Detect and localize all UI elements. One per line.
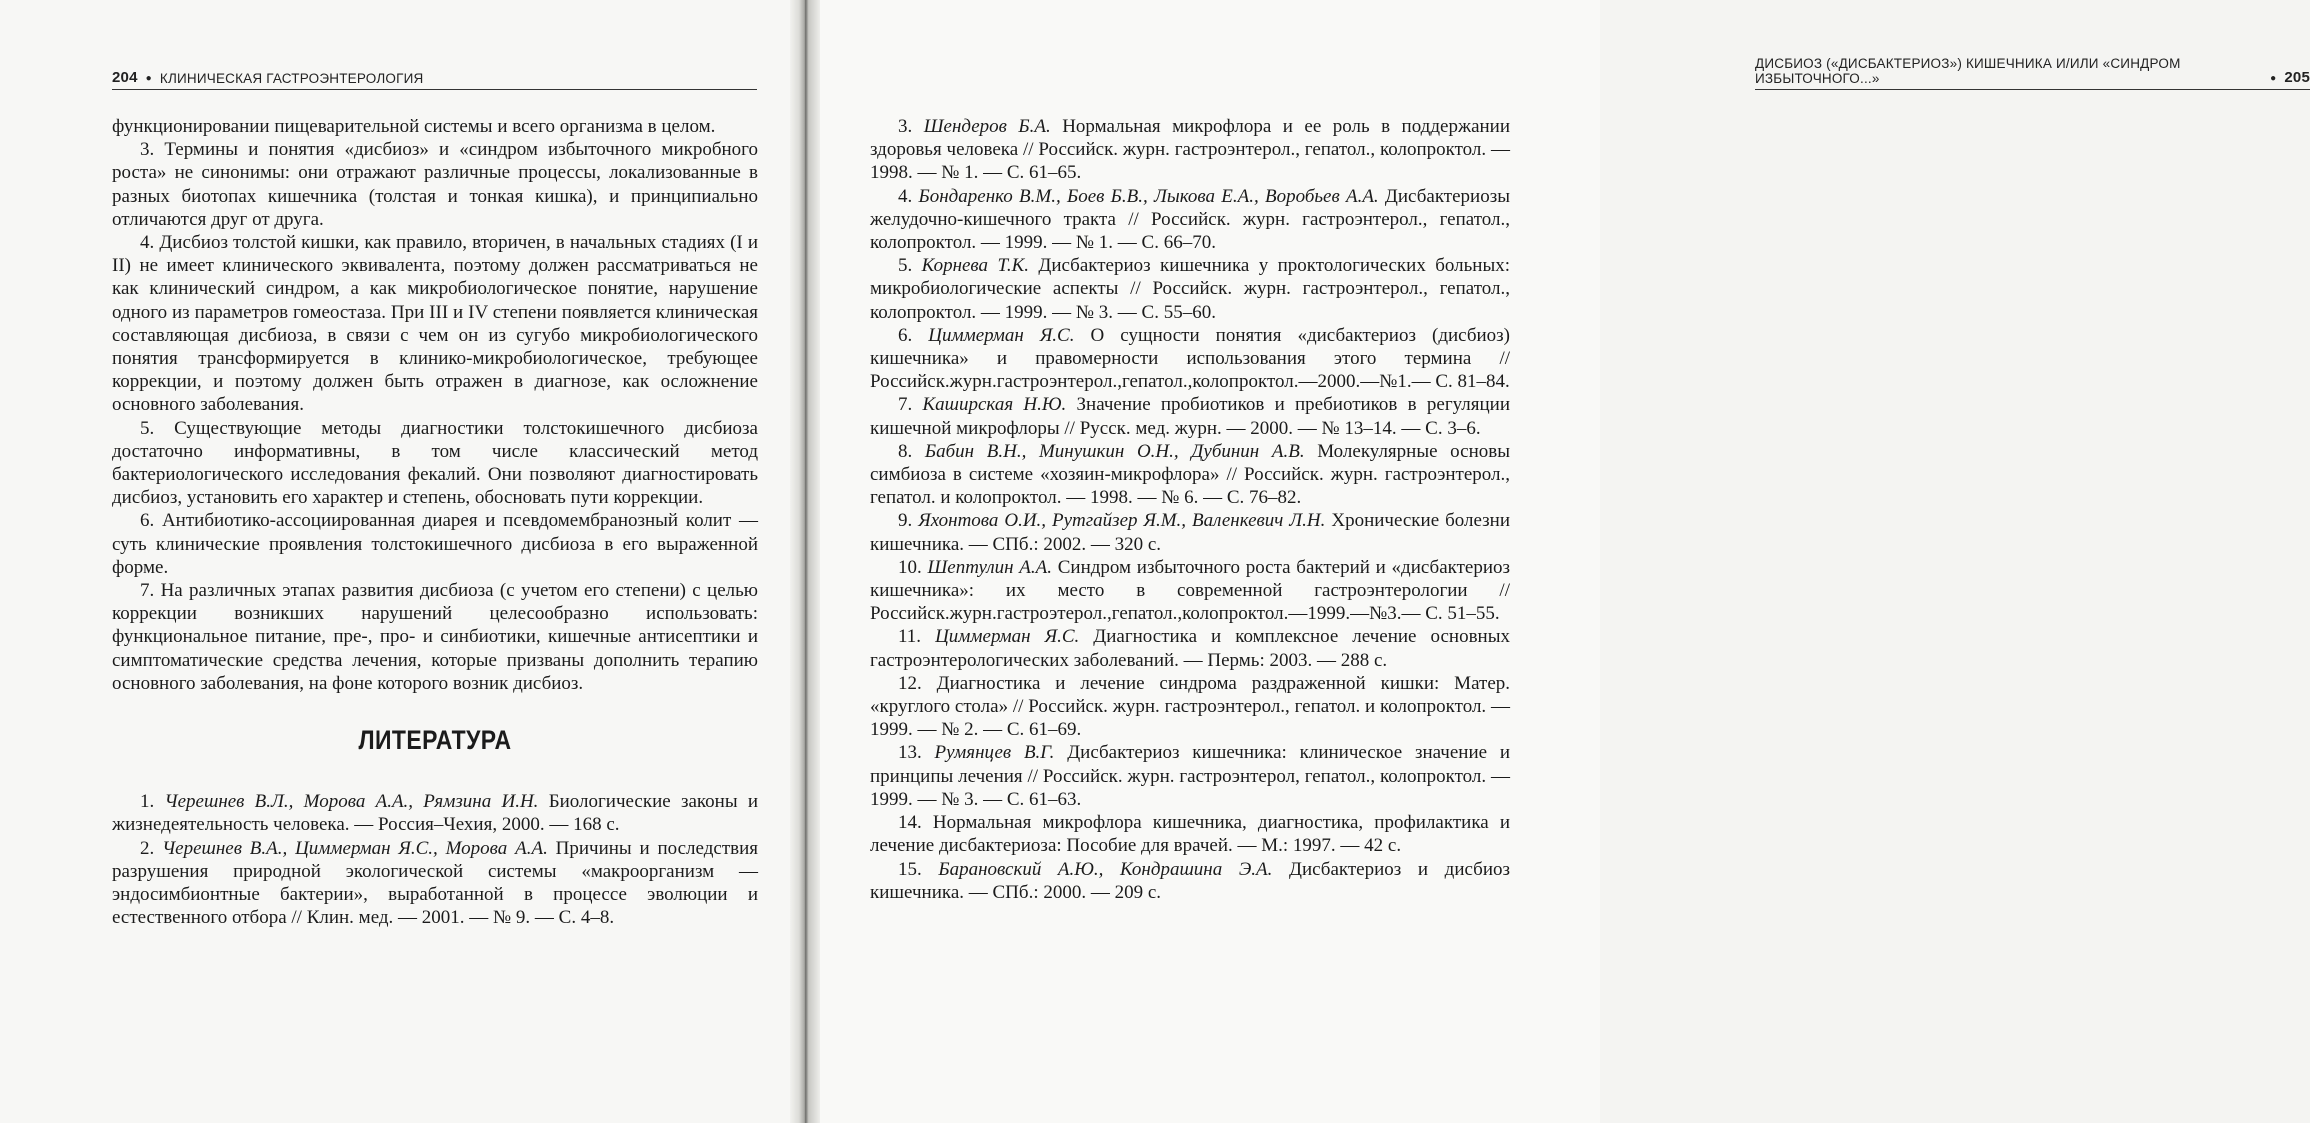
reference-authors: Яхонтова О.И., Рутгайзер Я.М., Валенкевич Л.Н. xyxy=(918,510,1326,532)
reference-number: 9. xyxy=(898,510,919,532)
reference-list xyxy=(870,115,1510,904)
reference-text: Значение пробиотиков и пребиотиков в регуляции кишечной микрофлоры // Русск. мед. журн. — 2000. — № 13–14. — С. 3–6. xyxy=(870,394,1510,439)
reference-number: 15. xyxy=(898,858,939,880)
reference-number: 14. xyxy=(898,812,933,834)
reference-authors: Черешнев В.А., Циммерман Я.С., Морова А.А. xyxy=(162,837,548,859)
reference-number: 8. xyxy=(898,440,925,462)
reference-number: 4. xyxy=(898,185,919,207)
reference-text: Дисбактериозы желудочно-кишечного тракта // Российск. журн. гастроэнтерол., гепатол., колопроктол. — 1999. — № 1. — С. 66–70. xyxy=(870,185,1510,254)
body-paragraph: 5. Существующие методы диагностики толстокишечного дисбиоза достаточно информативны, в том числе классический метод бактериологического исследования фекалий. Они позволяют диагностировать дисбиоз, установить его характер и степень, обосновать пути коррекции. xyxy=(112,417,758,509)
reference-text: Биологические законы и жизнедеятельность человека. — Россия–Чехия, 2000. — 168 с. xyxy=(112,791,759,836)
reference-authors: Шендеров Б.А. xyxy=(923,116,1051,137)
reference-authors: Барановский А.Ю., Кондрашина Э.А. xyxy=(938,858,1273,880)
reference-item xyxy=(870,324,1510,394)
literature-heading: ЛИТЕРАТУРА xyxy=(358,725,512,756)
reference-item xyxy=(870,556,1510,626)
left-text-column xyxy=(112,115,758,930)
reference-text: Хронические болезни кишечника. — СПб.: 2002. — 320 с. xyxy=(870,510,1510,555)
body-paragraph: функционировании пищеварительной системы и всего организма в целом. xyxy=(112,116,716,137)
left-page-header xyxy=(112,64,757,90)
reference-text: Молекулярные основы симбиоза в системе «хозяин-микрофлора» // Российск. журн. гастроэнтерол., гепатол. и колопроктол. — 1998. — № 6. — С. 76–82. xyxy=(870,440,1510,509)
reference-authors: Шептулин А.А. xyxy=(927,556,1053,578)
reference-text: Дисбактериоз кишечника: клиническое значение и принципы лечения // Российск. журн. гастроэнтерол, гепатол., колопроктол. — 1999. — № 3. — С. 61–63. xyxy=(870,742,1511,810)
right-text-column xyxy=(870,115,1510,904)
bullet-separator: ● xyxy=(2270,73,2277,84)
reference-number: 1. xyxy=(140,791,165,813)
reference-text: Диагностика и лечение синдрома раздраженной кишки: Матер. «круглого стола» // Российск. журн. гастроэнтерол., гепатол. и колопроктол. — 1999. — № 2. — С. 61–69. xyxy=(870,672,1510,741)
reference-list xyxy=(112,790,758,929)
running-title: КЛИНИЧЕСКАЯ ГАСТРОЭНТЕРОЛОГИЯ xyxy=(159,71,424,86)
reference-text: Дисбактериоз и дисбиоз кишечника. — СПб.: 2000. — 209 с. xyxy=(870,858,1511,903)
reference-item xyxy=(870,625,1510,671)
reference-item xyxy=(870,185,1510,255)
reference-number: 5. xyxy=(898,255,922,277)
reference-authors: Бабин В.Н., Минушкин О.Н., Дубинин А.В. xyxy=(924,440,1305,462)
reference-item xyxy=(870,811,1510,857)
page-number: 205 xyxy=(2284,69,2310,86)
reference-text: Нормальная микрофлора и ее роль в поддержании здоровья человека // Российск. журн. гастроэнтерол., гепатол., колопроктол. — 1998. — № 1. — С. 61–65. xyxy=(870,116,1511,184)
reference-number: 6. xyxy=(898,324,929,346)
page-number: 204 xyxy=(112,69,138,86)
reference-authors: Черешнев В.Л., Морова А.А., Рямзина И.Н. xyxy=(164,791,539,813)
reference-text: Причины и последствия разрушения природной экологической системы «макроорганизм — эндосимбионтные бактерии», выработанной в процессе эволюции и естественного отбора // Клин. мед. — 2001. — № 9. — С. 4–8. xyxy=(112,837,759,929)
reference-number: 11. xyxy=(898,626,936,648)
body-paragraph: 7. На различных этапах развития дисбиоза (с учетом его степени) с целью коррекции возникших нарушений целесообразно использовать: функциональное питание, пре-, про- и синбиотики, кишечные антисептики и симптоматические средства лечения, которые призваны дополнить терапию основного заболевания, на фоне которого возник дисбиоз. xyxy=(112,580,758,694)
reference-item xyxy=(870,115,1510,185)
reference-authors: Корнева Т.К. xyxy=(921,255,1029,277)
body-paragraphs xyxy=(112,115,758,695)
reference-number: 10. xyxy=(898,556,928,578)
reference-number: 13. xyxy=(898,742,935,764)
reference-item xyxy=(870,440,1510,510)
reference-number: 12. xyxy=(898,672,937,694)
bullet-separator: ● xyxy=(145,73,152,84)
reference-authors: Циммерман Я.С. xyxy=(928,324,1075,346)
reference-item xyxy=(112,837,758,930)
body-paragraph: 3. Термины и понятия «дисбиоз» и «синдром избыточного микробного роста» не синонимы: они отражают различные процессы, локализованные в разных биотопах кишечника (толстая и тонкая кишка), и принципиально отличаются друг от друга. xyxy=(112,139,758,230)
reference-authors: Каширская Н.Ю. xyxy=(922,394,1067,416)
reference-item xyxy=(870,509,1510,555)
reference-text: Нормальная микрофлора кишечника, диагностика, профилактика и лечение дисбактериоза: Пособие для врачей. — М.: 1997. — 42 с. xyxy=(870,812,1511,857)
right-page-header xyxy=(1755,56,2310,90)
body-paragraph: 4. Дисбиоз толстой кишки, как правило, вторичен, в начальных стадиях (I и II) не имеет клинического эквивалента, поэтому должен рассматриваться не как клинический синдром, а как микробиологическое понятие, нарушение одного из параметров гомеостаза. При III и IV степени появляется клиническая составляющая дисбиоза, в связи с чем он из сугубо микробиологического понятия трансформируется в клинико-микробиологическое, требующее коррекции, и поэтому должен быть отражен в диагнозе, как осложнение основного заболевания. xyxy=(112,232,758,416)
running-title: ДИСБИОЗ («ДИСБАКТЕРИОЗ») КИШЕЧНИКА И/ИЛИ «СИНДРОМ ИЗБЫТОЧНОГО...» xyxy=(1755,56,2181,86)
reference-authors: Румянцев В.Г. xyxy=(934,742,1055,764)
reference-text: О сущности понятия «дисбактериоз (дисбиоз) кишечника» и правомерности использования этого термина // Российск.журн.гастроэнтерол.,гепатол.,колопроктол.—2000.—№1.— С. 81–84. xyxy=(870,324,1510,393)
reference-item xyxy=(870,254,1510,324)
reference-item xyxy=(870,393,1510,439)
book-gutter-fold xyxy=(790,0,820,1123)
reference-number: 7. xyxy=(898,394,923,416)
body-paragraph: 6. Антибиотико-ассоциированная диарея и псевдомембранозный колит — суть клинические проявления толстокишечного дисбиоза в его выраженной форме. xyxy=(112,510,758,578)
reference-item xyxy=(870,858,1510,904)
reference-number: 3. xyxy=(898,116,924,137)
reference-number: 2. xyxy=(140,837,163,859)
reference-item xyxy=(870,672,1510,742)
reference-text: Дисбактериоз кишечника у проктологических больных: микробиологические аспекты // Российск. журн. гастроэнтерол., гепатол., колопроктол. — 1999. — № 3. — С. 55–60. xyxy=(870,255,1511,323)
reference-item xyxy=(112,790,758,836)
left-page xyxy=(0,0,800,1123)
reference-authors: Циммерман Я.С. xyxy=(935,626,1080,648)
reference-text: Диагностика и комплексное лечение основных гастроэнтерологических заболеваний. — Пермь: 2003. — 288 с. xyxy=(870,626,1510,671)
reference-item xyxy=(870,741,1510,811)
reference-text: Синдром избыточного роста бактерий и «дисбактериоз кишечника»: их место в современной гастроэнтерологии // Российск.журн.гастроэтерол.,гепатол.,колопроктол.—1999.—№3.— С. 51–55. xyxy=(870,556,1511,625)
reference-authors: Бондаренко В.М., Боев Б.В., Лыкова Е.А., Воробьев А.А. xyxy=(918,185,1379,207)
